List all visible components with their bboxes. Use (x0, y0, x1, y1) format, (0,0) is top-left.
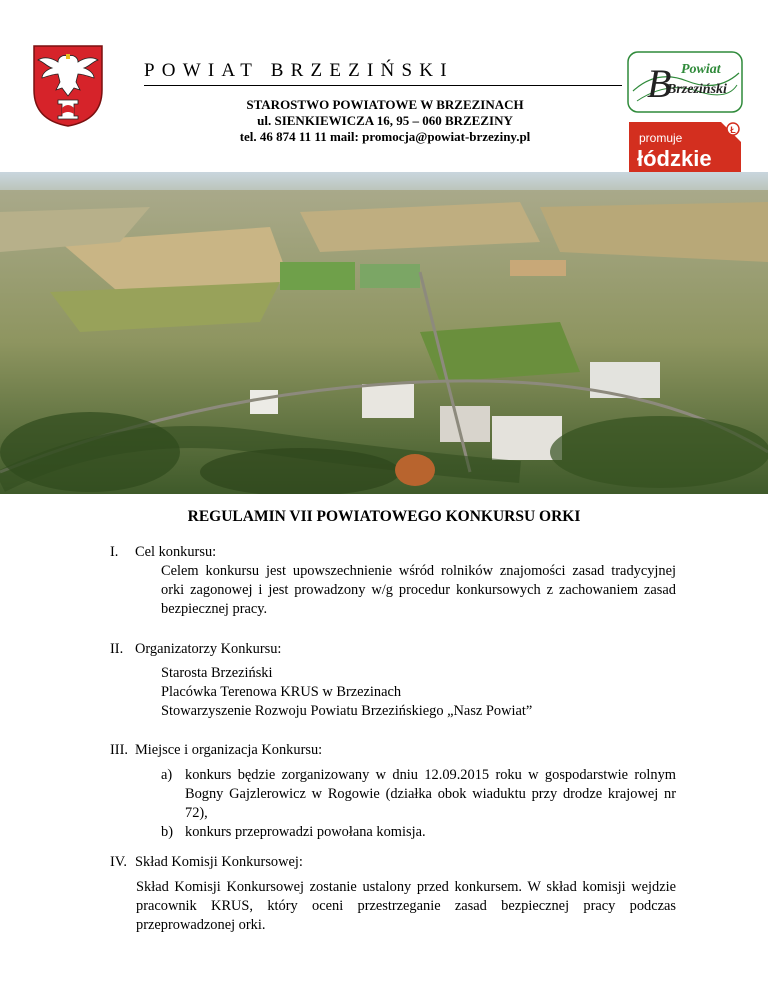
section-1-text: Celem konkursu jest upowszechnienie wśród rolników znajomości zasad tradycyjnej orki zagonowej i jest prowadzony w/g procedur konkursowych z zachowaniem zasad bezpiecznej pracy. (161, 563, 676, 617)
title-underline (144, 85, 622, 86)
list-item-text: konkurs przeprowadzi powołana komisja. (185, 824, 426, 840)
header-title: POWIAT BRZEZIŃSKI (144, 60, 454, 81)
section-1-number: I. (110, 544, 119, 560)
section-1-title: Cel konkursu: (135, 544, 217, 560)
section-3-heading (110, 741, 322, 760)
svg-text:łódzkie: łódzkie (637, 146, 712, 171)
list-item (161, 823, 676, 842)
section-2-number: II. (110, 641, 124, 657)
svg-text:Ł: Ł (730, 125, 736, 135)
section-4-heading (110, 853, 303, 872)
svg-text:B: B (647, 61, 672, 106)
section-2-heading (110, 640, 281, 659)
section-4-title: Skład Komisji Konkursowej: (135, 854, 303, 870)
office-contact: tel. 46 874 11 11 mail: promocja@powiat-brzeziny.pl (239, 129, 531, 144)
office-address: ul. SIENKIEWICZA 16, 95 – 060 BRZEZINY (257, 113, 513, 128)
svg-text:promuje: promuje (639, 131, 683, 145)
page-title (144, 60, 622, 86)
promuje-lodzkie-logo (629, 122, 741, 176)
svg-text:Powiat: Powiat (681, 62, 721, 77)
aerial-photo (0, 172, 768, 494)
section-3-number: III. (110, 742, 128, 758)
organizer-1: Starosta Brzeziński (161, 665, 273, 681)
office-name: STAROSTWO POWIATOWE W BRZEZINACH (246, 97, 524, 112)
organizer-2: Placówka Terenowa KRUS w Brzezinach (161, 684, 402, 700)
document-title: REGULAMIN VII POWIATOWEGO KONKURSU ORKI (187, 508, 581, 525)
list-item-marker: a) (161, 767, 173, 783)
svg-text:Brzeziński: Brzeziński (667, 82, 727, 97)
organizer-3: Stowarzyszenie Rozwoju Powiatu Brzezińskiego „Nasz Powiat” (161, 703, 533, 719)
list-item (161, 766, 676, 823)
section-2-title: Organizatorzy Konkursu: (135, 641, 282, 657)
powiat-brzezinski-logo (627, 51, 743, 113)
section-4-text: Skład Komisji Konkursowej zostanie ustalony przed konkursem. W skład komisji wejdzie pracownik KRUS, który oceni przestrzeganie zasad bezpiecznej pracy podczas przeprowadzonej orki. (136, 879, 676, 933)
section-1-heading (110, 543, 216, 562)
section-3-title: Miejsce i organizacja Konkursu: (135, 742, 323, 758)
section-4-number: IV. (110, 854, 127, 870)
coat-of-arms-icon (32, 44, 104, 128)
list-item-marker: b) (161, 824, 173, 840)
list-item-text: konkurs będzie zorganizowany w dniu 12.09.2015 roku w gospodarstwie rolnym Bogny Gajzlerowicz w Rogowie (działka obok wiaduktu przy drodze krajowej nr 72), (185, 767, 676, 821)
